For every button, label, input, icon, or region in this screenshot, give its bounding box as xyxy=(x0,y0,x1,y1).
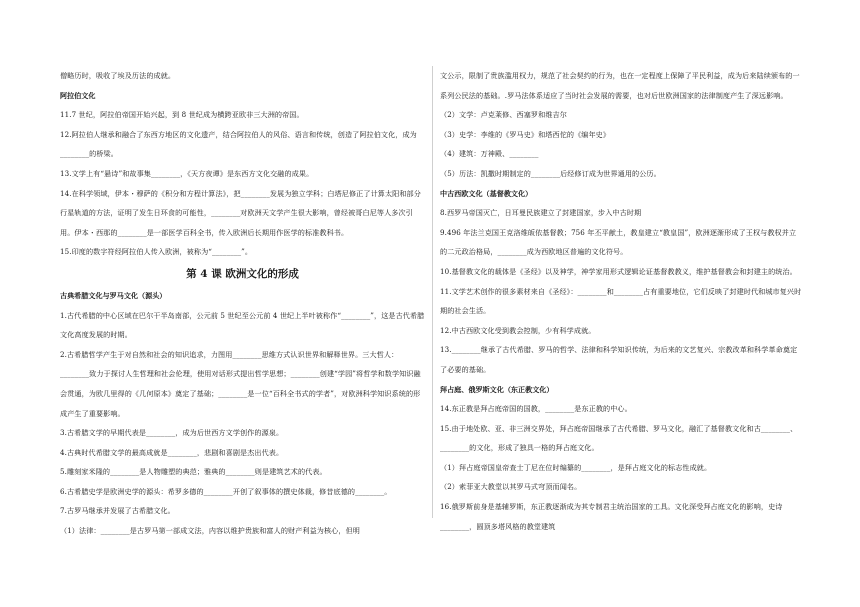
paragraph: （3）史学：李维的《罗马史》和塔西佗的《编年史》 xyxy=(440,129,611,139)
paragraph: 12.中古西欧文化受到教会控制，少有科学成就。 xyxy=(440,325,596,335)
section-heading: 阿拉伯文化 xyxy=(60,90,96,100)
paragraph: 9.496 年法兰克国王克洛维皈依基督教；756 年丕平献土，教皇建立“教皇国”，欧洲逐渐形成了王权与教权并立的二元政治格局，________成为西欧地区普遍的文化符号。 xyxy=(440,227,797,257)
paragraph: 7.古罗马继承并发展了古希腊文化。 xyxy=(60,506,175,516)
paragraph: 16.俄罗斯前身是基辅罗斯，东正教逐渐成为其专制君主统治国家的工具。文化深受拜占庭文化的影响，史诗________，圆顶多塔风格的教堂建筑 xyxy=(440,502,783,531)
paragraph: 14.在科学领域，伊本・穆萨的《积分和方程计算法》，把________发展为独立学科；白塔尼修正了计算太阳和部分行星轨道的方法，证明了发生日环食的可能性，________对欧洲天文学产生很大影响，曾经被哥白尼等人多次引用。伊本・西那的________是一部医学百科全书，传入欧洲后长期用作医学的标准教科书。 xyxy=(60,188,421,237)
paragraph: 3.古希腊文学的早期代表是________，成为后世西方文学创作的源泉。 xyxy=(60,428,284,438)
paragraph: 8.西罗马帝国灭亡，日耳曼民族建立了封建国家，步入中古时期 xyxy=(440,208,642,218)
paragraph: （4）建筑：万神殿、________ xyxy=(440,149,539,159)
paragraph: 15.由于地处欧、亚、非三洲交界处，拜占庭帝国继承了古代希腊、罗马文化，融汇了基督教文化和古________、________的文化，形成了独具一格的拜占庭文化。 xyxy=(440,423,798,453)
paragraph: 11.7 世纪，阿拉伯帝国开始兴起，到 8 世纪成为横跨亚欧非三大洲的帝国。 xyxy=(60,110,304,120)
section-heading: 古典希腊文化与罗马文化（源头） xyxy=(60,290,167,300)
section-heading: 中古西欧文化（基督教文化） xyxy=(440,188,533,198)
paragraph: 10.基督教文化的载体是《圣经》以及神学，神学家用形式逻辑论证基督教教义，维护基督教会和封建主的统治。 xyxy=(440,266,797,276)
paragraph: 11.文学艺术创作的很多素材来自《圣经》：________和________占有重要地位，它们反映了封建时代和城市复兴时期的社会生活。 xyxy=(440,286,802,316)
paragraph: 14.东正教是拜占庭帝国的国教，________是东正教的中心。 xyxy=(440,404,632,414)
paragraph: （1）法律：________是古罗马第一部成文法，内容以维护贵族和富人的财产利益为核心，但明 xyxy=(60,526,360,536)
paragraph: 2.古希腊哲学产生于对自然和社会的知识追求，力图用________思维方式认识世界和解释世界。三大哲人：________致力于探讨人生哲理和社会伦理，使用对话形式提出哲学思想；________创建“学园”将哲学和数学知识融会贯通，为欧几里得的《几何原本》奠定了基础；________是一位“百科全书式的学者”，对欧洲科学知识系统的形成产生了重要影响。 xyxy=(60,349,421,418)
paragraph: 13.________继承了古代希腊、罗马的哲学、法律和科学知识传统，为后来的文艺复兴、宗教改革和科学革命奠定了必要的基础。 xyxy=(440,345,798,374)
paragraph: （2）文学：卢克莱修、西塞罗和维吉尔 xyxy=(440,110,567,120)
paragraph: （5）历法：凯撒时期制定的________后经修订成为世界通用的公历。 xyxy=(440,168,661,178)
paragraph: （1）拜占庭帝国皇帝查士丁尼在位时编纂的________，是拜占庭文化的标志性成就。 xyxy=(440,462,712,472)
paragraph: 15.印度的数字符经阿拉伯人传入欧洲，被称为“________”。 xyxy=(60,247,253,257)
paragraph: 5.雕刻家米隆的________是人物雕塑的典范；雅典的________则是建筑艺术的代表。 xyxy=(60,467,327,477)
paragraph: 13.文学上有“悬诗”和故事集________，《天方夜谭》是东西方文化交融的成果。 xyxy=(60,168,314,178)
section-heading: 拜占庭、俄罗斯文化（东正教文化） xyxy=(440,384,554,394)
paragraph: 12.阿拉伯人继承和融合了东西方地区的文化遗产，结合阿拉伯人的风俗、语言和传统，创造了阿拉伯文化，成为________的桥梁。 xyxy=(60,129,417,159)
paragraph: 僧略历时，吸收了埃及历法的成就。 xyxy=(60,71,176,80)
column-divider xyxy=(432,66,433,518)
paragraph: 文公示，限制了贵族滥用权力，规范了社会契约的行为，也在一定程度上保障了平民利益，成为后来陆续颁布的一系列公民法的基础。.罗马法体系适应了当时社会发展的需要，也对后世欧洲国家的法律制度产生了深远影响。 xyxy=(440,71,800,100)
paragraph: （2）索菲亚大教堂以其罗马式穹顶而闻名。 xyxy=(440,482,582,492)
right-column xyxy=(440,66,802,536)
paragraph: 6.古希腊史学是欧洲史学的源头：希罗多德的________开创了叙事体的撰史体裁，修昔底德的________。 xyxy=(60,486,392,496)
paragraph: 4.古典时代希腊文学的最高成就是________，悲剧和喜剧是杰出代表。 xyxy=(60,447,284,457)
left-column xyxy=(60,66,425,541)
lesson-title: 第 4 课 欧洲文化的形成 xyxy=(186,267,299,280)
paragraph: 1.古代希腊的中心区域在巴尔干半岛南部，公元前 5 世纪至公元前 4 世纪上半叶被称作“________”，这是古代希腊文化高度发展的时期。 xyxy=(60,310,425,340)
